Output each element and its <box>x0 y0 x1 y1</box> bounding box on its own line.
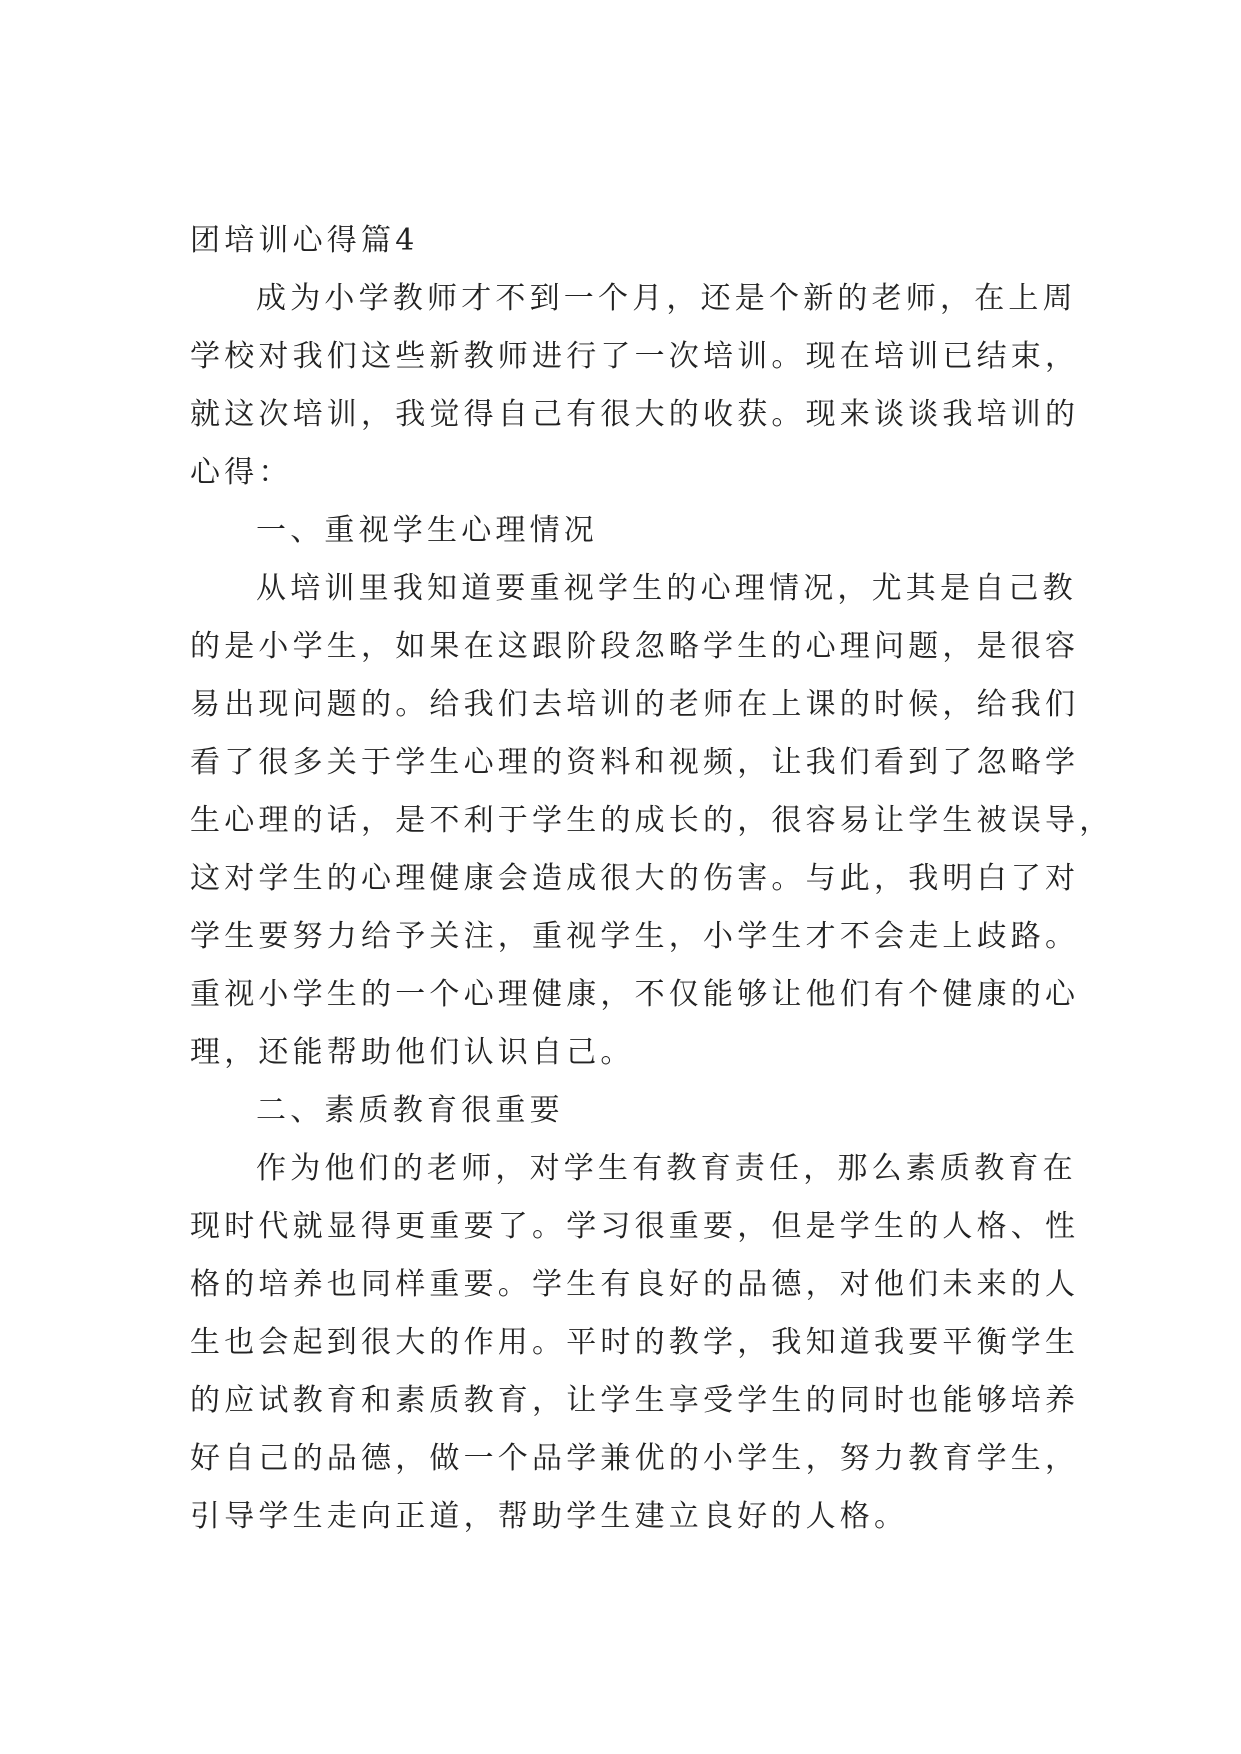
paragraph-line: 从培训里我知道要重视学生的心理情况，尤其是自己教 <box>256 571 1077 606</box>
paragraph-line: 格的培养也同样重要。学生有良好的品德，对他们未来的人 <box>190 1267 1080 1302</box>
paragraph-line: 看了很多关于学生心理的资料和视频，让我们看到了忽略学 <box>190 745 1080 780</box>
paragraph-line: 的是小学生，如果在这跟阶段忽略学生的心理问题，是很容 <box>190 629 1080 664</box>
paragraph-line: 引导学生走向正道，帮助学生建立良好的人格。 <box>190 1499 909 1534</box>
paragraph-line: 易出现问题的。给我们去培训的老师在上课的时候，给我们 <box>190 687 1080 722</box>
paragraph-line: 成为小学教师才不到一个月，还是个新的老师，在上周 <box>256 281 1077 316</box>
paragraph-line: 好自己的品德，做一个品学兼优的小学生，努力教育学生， <box>190 1441 1080 1476</box>
paragraph-line: 作为他们的老师，对学生有教育责任，那么素质教育在 <box>256 1151 1077 1186</box>
paragraph-line: 学校对我们这些新教师进行了一次培训。现在培训已结束， <box>190 339 1080 374</box>
paragraph-line: 学生要努力给予关注，重视学生，小学生才不会走上歧路。 <box>190 919 1080 954</box>
section-heading: 一、重视学生心理情况 <box>256 513 598 548</box>
paragraph-line: 现时代就显得更重要了。学习很重要，但是学生的人格、性 <box>190 1209 1080 1244</box>
section-heading: 二、素质教育很重要 <box>256 1093 564 1128</box>
paragraph-line: 就这次培训，我觉得自己有很大的收获。现来谈谈我培训的 <box>190 397 1080 432</box>
paragraph-line: 的应试教育和素质教育，让学生享受学生的同时也能够培养 <box>190 1383 1080 1418</box>
paragraph-line: 生心理的话，是不利于学生的成长的，很容易让学生被误导， <box>190 803 1114 838</box>
paragraph-line: 这对学生的心理健康会造成很大的伤害。与此，我明白了对 <box>190 861 1080 896</box>
paragraph-line: 重视小学生的一个心理健康，不仅能够让他们有个健康的心 <box>190 977 1080 1012</box>
paragraph-line: 心得： <box>190 455 293 490</box>
document-title: 团培训心得篇4 <box>190 223 419 258</box>
paragraph-line: 生也会起到很大的作用。平时的教学，我知道我要平衡学生 <box>190 1325 1080 1360</box>
paragraph-line: 理，还能帮助他们认识自己。 <box>190 1035 635 1070</box>
document-body <box>190 212 1114 1546</box>
